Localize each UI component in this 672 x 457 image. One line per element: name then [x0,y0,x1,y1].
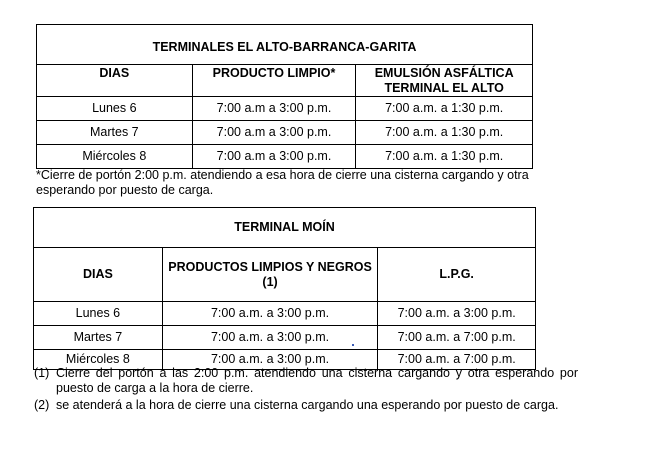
moin-lpg-cell: 7:00 a.m. a 3:00 p.m. [378,302,536,326]
note-number: (1) [34,366,50,380]
alto-day-cell: Martes 7 [37,121,193,145]
moin-lpg-cell: 7:00 a.m. a 7:00 p.m. [378,326,536,350]
alto-emulsion-cell: 7:00 a.m. a 1:30 p.m. [356,97,533,121]
alto-emulsion-cell: 7:00 a.m. a 1:30 p.m. [356,121,533,145]
alto-emulsion-cell: 7:00 a.m. a 1:30 p.m. [356,145,533,169]
moin-day-cell: Miércoles 8 [34,350,163,370]
moin-productos-cell: 7:00 a.m. a 3:00 p.m. [162,350,378,370]
table-row [37,121,533,145]
alto-table-title: TERMINALES EL ALTO-BARRANCA-GARITA [37,25,533,65]
moin-day-cell: Lunes 6 [34,302,163,326]
alto-schedule-table [36,24,533,169]
moin-productos-cell: 7:00 a.m. a 3:00 p.m. [162,302,378,326]
alto-header-dias: DIAS [37,65,193,97]
alto-header-emulsion: EMULSIÓN ASFÁLTICA TERMINAL EL ALTO [356,65,533,97]
stray-mark [352,344,354,346]
alto-header-producto-limpio: PRODUCTO LIMPIO* [192,65,356,97]
moin-day-cell: Martes 7 [34,326,163,350]
note-number: (2) [34,398,50,412]
moin-notes [34,366,578,415]
moin-header-productos: PRODUCTOS LIMPIOS Y NEGROS (1) [162,248,378,302]
moin-schedule-table [33,207,536,370]
note-text: Cierre del portón a las 2:00 p.m. atendiendo una cisterna cargando y otra esperando por puesto de carga a la hora de cierre. [56,366,578,395]
moin-header-lpg: L.P.G. [378,248,536,302]
list-item [34,366,578,396]
table-row [37,97,533,121]
moin-table-title: TERMINAL MOÍN [34,208,536,248]
table-row [34,302,536,326]
note-text: se atenderá a la hora de cierre una cisterna cargando una esperando por puesto de carga. [56,398,559,412]
table-row [37,145,533,169]
moin-header-dias: DIAS [34,248,163,302]
list-item [34,398,578,413]
alto-producto-cell: 7:00 a.m a 3:00 p.m. [192,145,356,169]
alto-footnote: *Cierre de portón 2:00 p.m. atendiendo a esa hora de cierre una cisterna cargando y otra esperando por puesto de carga. [36,168,529,197]
alto-producto-cell: 7:00 a.m a 3:00 p.m. [192,121,356,145]
alto-day-cell: Miércoles 8 [37,145,193,169]
moin-productos-cell: 7:00 a.m. a 3:00 p.m. [162,326,378,350]
table-row [34,326,536,350]
alto-producto-cell: 7:00 a.m a 3:00 p.m. [192,97,356,121]
alto-day-cell: Lunes 6 [37,97,193,121]
moin-lpg-cell: 7:00 a.m. a 7:00 p.m. [378,350,536,370]
